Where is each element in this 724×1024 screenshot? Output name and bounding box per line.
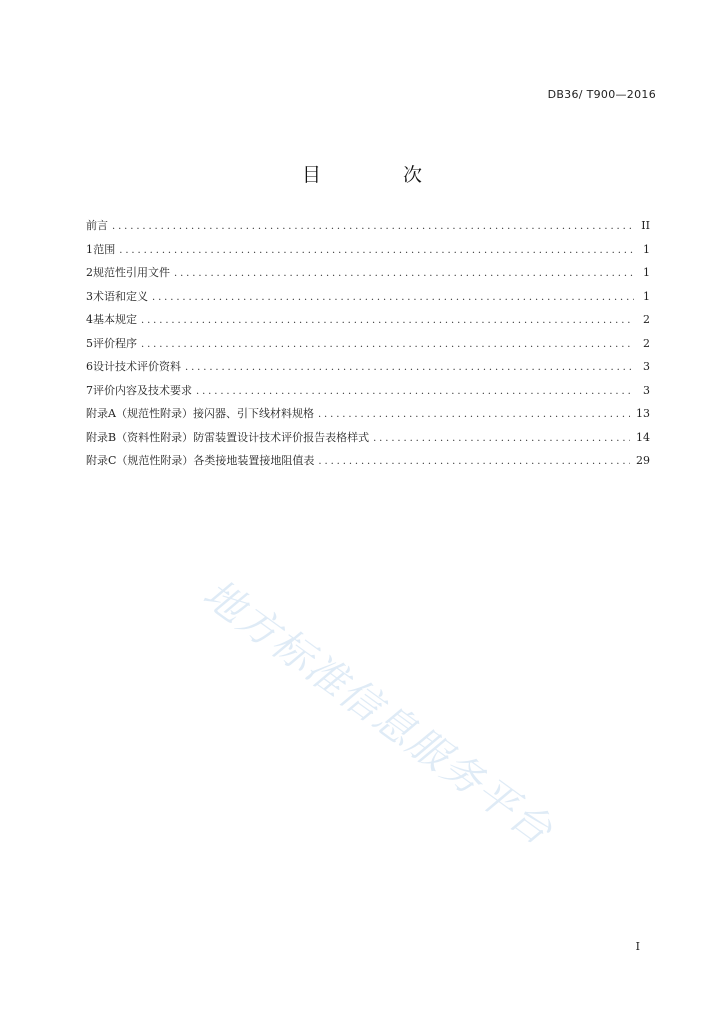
toc-entry-foreword[interactable] (86, 217, 650, 241)
toc-leader-dots (174, 268, 634, 279)
document-code: DB36/ T900—2016 (547, 88, 656, 101)
toc-entry-label: 基本规定 (93, 313, 137, 326)
toc-entry-appendix-prefix: 附录B（资料性附录） (86, 430, 194, 444)
toc-entry-page: 1 (643, 242, 650, 256)
toc-entry-page: 2 (643, 336, 650, 350)
toc-entry-page: 3 (643, 383, 650, 397)
table-of-contents (86, 217, 650, 476)
toc-entry-label: 设计技术评价资料 (93, 360, 181, 373)
toc-entry-page: 1 (643, 266, 650, 279)
toc-leader-dots (112, 221, 634, 232)
toc-leader-dots (373, 433, 630, 444)
toc-entry-appendix-b[interactable] (86, 429, 650, 453)
page-title: 目 次 (301, 164, 461, 186)
toc-entry-label: 评价内容及技术要求 (93, 383, 192, 397)
toc-entry-number: 6 (86, 360, 93, 373)
toc-leader-dots (141, 315, 634, 326)
toc-leader-dots (119, 245, 634, 256)
toc-entry-materials[interactable] (86, 358, 650, 382)
toc-leader-dots (152, 292, 634, 303)
toc-entry-number: 4 (86, 313, 93, 326)
toc-entry-page: II (641, 219, 650, 232)
toc-entry-number: 2 (86, 266, 93, 279)
toc-entry-appendix-a[interactable] (86, 405, 650, 429)
toc-entry-page: 3 (643, 360, 650, 373)
toc-entry-label: 各类接地装置接地阻值表 (193, 454, 315, 467)
toc-entry-label: 术语和定义 (93, 289, 148, 303)
toc-entry-basic-rules[interactable] (86, 311, 650, 335)
toc-leader-dots (141, 339, 634, 350)
toc-entry-number: 5 (86, 336, 93, 350)
toc-entry-procedure[interactable] (86, 335, 650, 359)
toc-entry-number: 3 (86, 289, 93, 303)
toc-entry-page: 1 (643, 289, 650, 303)
toc-entry-number: 7 (86, 383, 93, 397)
toc-entry-appendix-c[interactable] (86, 452, 650, 476)
toc-entry-page: 13 (636, 407, 650, 420)
toc-leader-dots (185, 362, 634, 373)
toc-entry-label: 评价程序 (93, 336, 137, 350)
toc-entry-scope[interactable] (86, 241, 650, 265)
toc-entry-number: 1 (86, 242, 93, 256)
toc-leader-dots (318, 456, 630, 467)
toc-entry-terms[interactable] (86, 288, 650, 312)
toc-entry-label: 接闪器、引下线材料规格 (192, 407, 314, 420)
toc-entry-page: 29 (636, 454, 650, 467)
toc-entry-appendix-prefix: 附录C（规范性附录） (86, 454, 194, 467)
toc-entry-requirements[interactable] (86, 382, 650, 406)
toc-entry-label: 防雷装置设计技术评价报告表格样式 (193, 430, 370, 444)
page-number: I (635, 940, 640, 953)
toc-entry-label: 前言 (86, 219, 108, 232)
toc-entry-appendix-prefix: 附录A（规范性附录） (86, 407, 193, 420)
toc-entry-page: 14 (636, 430, 650, 444)
toc-entry-label: 规范性引用文件 (93, 266, 170, 279)
toc-entry-page: 2 (643, 313, 650, 326)
watermark: 地方标准信息服务平台 (194, 570, 562, 855)
toc-entry-label: 范围 (93, 242, 116, 256)
toc-leader-dots (196, 386, 634, 397)
toc-leader-dots (318, 409, 630, 420)
toc-entry-normative-references[interactable] (86, 264, 650, 288)
